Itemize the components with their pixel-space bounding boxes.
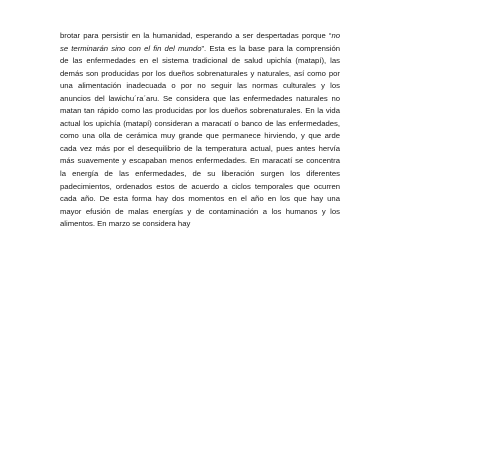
text-run: alimentos. En marzo se considera hay [60, 219, 191, 229]
text-run: ”. Esta es la base para la comprensión [201, 43, 340, 53]
text-run: brotar para persistir en la humanidad, esperando a ser despertadas porque “ [60, 31, 332, 40]
text-line [60, 181, 340, 194]
text-line [60, 80, 340, 93]
text-line [60, 105, 340, 118]
text-run: de las enfermedades en el sistema tradicional de salud upichía (matapí), las [60, 56, 340, 66]
text-line [60, 193, 340, 206]
text-run: no [331, 31, 340, 40]
text-run: matan tan rápido como las producidas por los dueños sobrenaturales. En la vida [60, 106, 340, 116]
text-run: actual los upichía (matapí) consideran a maracatí o banco de las enfermedades, [60, 118, 340, 128]
text-run: mayor efusión de malas energías y de contaminación a los humanos y los [60, 206, 340, 216]
body-paragraph [60, 30, 340, 231]
text-line [60, 168, 340, 181]
text-line [60, 143, 340, 156]
text-run: se terminarán sino con el fin del mundo [60, 43, 202, 53]
text-line [60, 68, 340, 81]
text-run: como una olla de cerámica muy grande que permanece hirviendo, y que arde [60, 131, 340, 141]
text-run: cada año. De esta forma hay dos momentos en el año en los que hay una [60, 194, 340, 204]
text-line [60, 155, 340, 168]
text-run: la energía de las enfermedades, de su liberación surgen los diferentes [60, 169, 340, 179]
text-line [60, 206, 340, 219]
text-line [60, 30, 340, 43]
text-run: anuncios del lawichu´ra´aru. Se considera que las enfermedades naturales no [60, 93, 340, 103]
text-line [60, 218, 340, 231]
text-line [60, 93, 340, 106]
text-run: padecimientos, ordenados estos de acuerdo a ciclos temporales que ocurren [60, 181, 340, 191]
text-line [60, 55, 340, 68]
text-line [60, 43, 340, 56]
text-line [60, 118, 340, 131]
text-line [60, 130, 340, 143]
text-run: una alimentación inadecuada o por no seguir las normas culturales y los [60, 81, 340, 91]
text-run: más suavemente y escapaban menos enfermedades. En maracatí se concentra [60, 156, 340, 166]
text-run: demás son producidas por los dueños sobrenaturales y naturales, así como por [60, 68, 340, 78]
text-run: cada vez más por el desequilibrio de la temperatura actual, pues antes hervía [60, 143, 340, 153]
